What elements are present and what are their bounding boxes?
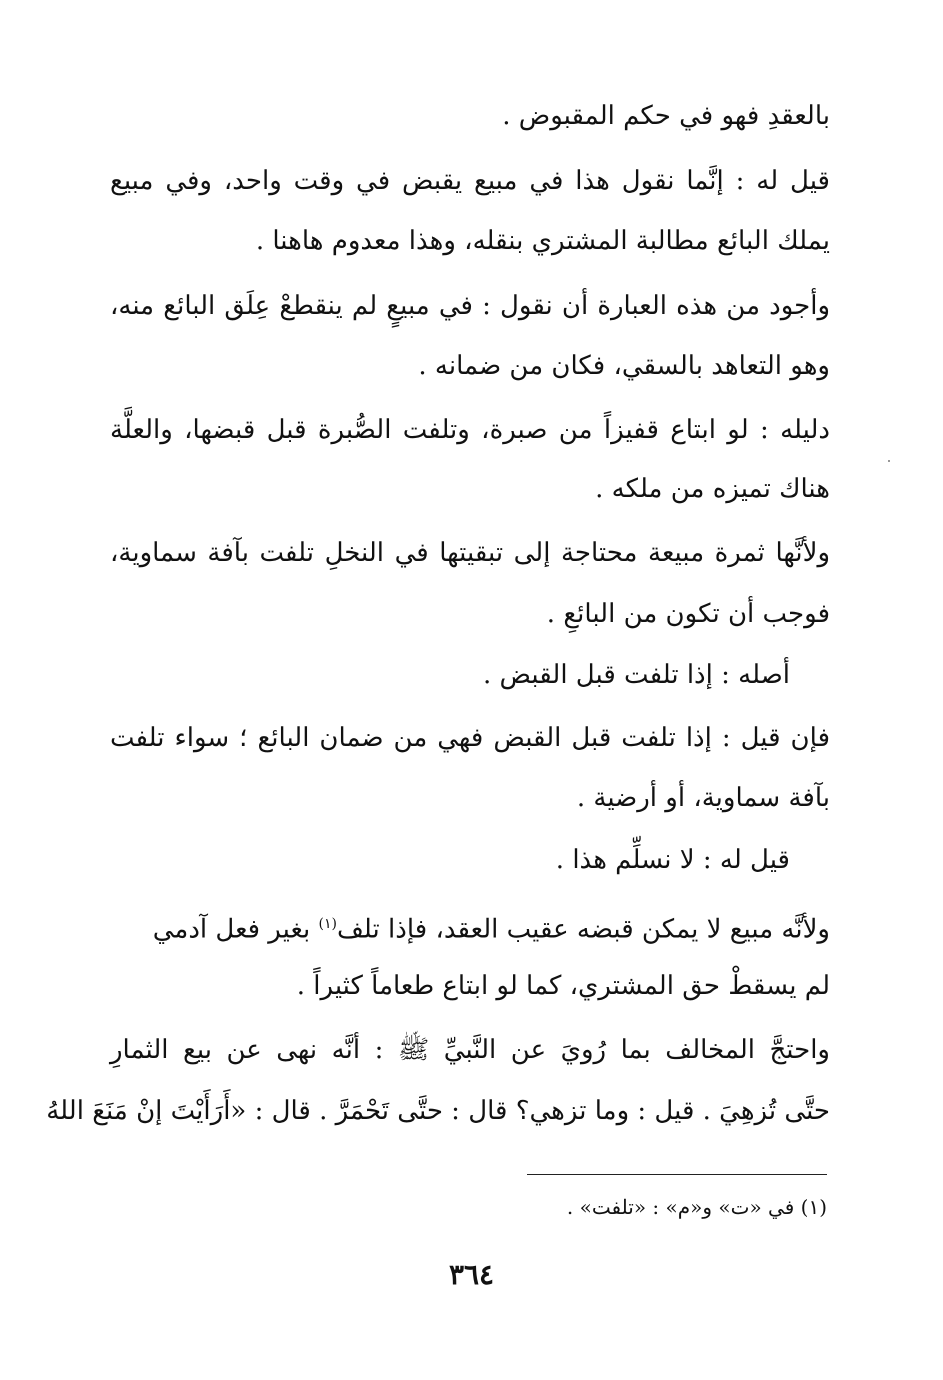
text-line: يملك البائع مطالبة المشتري بنقله، وهذا معدوم هاهنا . xyxy=(255,226,830,256)
text-line: فإن قيل : إذا تلفت قبل القبض فهي من ضمان البائع ؛ سواء تلفت xyxy=(110,723,830,753)
text-line: بآفة سماوية، أو أرضية . xyxy=(576,783,830,813)
footnote: (١) في «ت» و«م» : «تلفت» . xyxy=(566,1195,827,1219)
text-line: واحتجَّ المخالف بما رُويَ عن النَّبيِّ ﷺ : أنَّه نهى عن بيع الثمارِ xyxy=(110,1035,830,1065)
text-line: هناك تميزه من ملكه . xyxy=(595,474,830,504)
text-line: ولأنَّها ثمرة مبيعة محتاجة إلى تبقيتها في النخلِ تلفت بآفة سماوية، xyxy=(110,538,830,568)
footnote-marker: (١) xyxy=(318,916,338,932)
text-line: أصله : إذا تلفت قبل القبض . xyxy=(483,660,790,690)
text-line: لم يسقطْ حق المشتري، كما لو ابتاع طعاماً كثيراً . xyxy=(296,971,830,1001)
text-line: قيل له : إنَّما نقول هذا في مبيع يقبض في وقت واحد، وفي مبيع xyxy=(110,166,830,196)
text-line: وأجود من هذه العبارة أن نقول : في مبيعٍ لم ينقطعْ عِلَق البائع منه، xyxy=(110,291,830,321)
page-number: ٣٦٤ xyxy=(448,1258,495,1291)
text-line: دليله : لو ابتاع قفيزاً من صبرة، وتلفت الصُّبرة قبل قبضها، والعلَّة xyxy=(110,415,830,445)
text-line: حتَّى تُزهِيَ . قيل : وما تزهي؟ قال : حتَّى تَحْمَرَّ . قال : «أَرَأَيْتَ إنْ مَنَعَ اللهُ xyxy=(46,1096,830,1126)
footnote-separator xyxy=(527,1174,827,1175)
text-line-with-footnote: ولأنَّه مبيع لا يمكن قبضه عقيب العقد، فإذا تلف$^{(١)}$ بغير فعل آدمي xyxy=(152,914,830,945)
text-line: وهو التعاهد بالسقي، فكان من ضمانه . xyxy=(418,351,830,381)
text-line: قيل له : لا نسلِّم هذا . xyxy=(555,845,790,875)
scan-speck xyxy=(888,460,890,462)
text-line: بالعقدِ فهو في حكم المقبوض . xyxy=(502,101,830,131)
text-line: فوجب أن تكون من البائعِ . xyxy=(546,599,830,629)
